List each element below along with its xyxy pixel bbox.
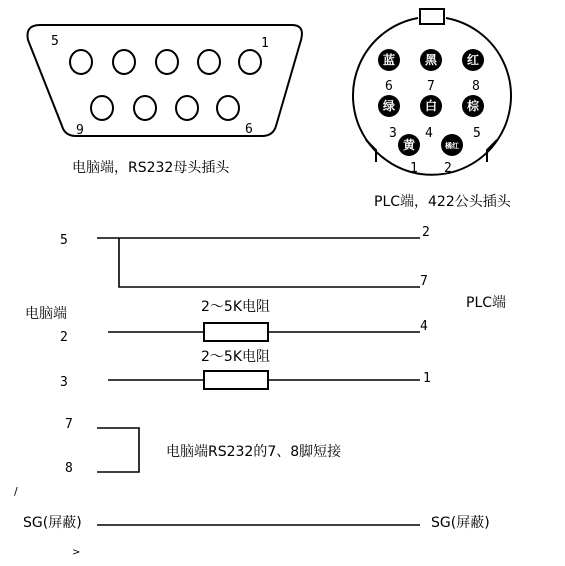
din8-num-8: 8 xyxy=(472,79,480,94)
svg-text:白: 白 xyxy=(424,99,438,113)
db9-connector xyxy=(28,25,302,176)
svg-text:黄: 黄 xyxy=(402,138,416,152)
din8-pin-black xyxy=(420,49,442,71)
din8-num-2: 2 xyxy=(444,161,452,176)
din8-num-1: 1 xyxy=(410,161,418,176)
svg-text:黑: 黑 xyxy=(424,53,438,67)
db9-pin-6-label: 6 xyxy=(245,122,253,137)
right-pin-2-label: 2 xyxy=(422,225,430,240)
din8-pin-green xyxy=(378,95,400,117)
din8-key xyxy=(420,9,444,24)
right-pin-1-label: 1 xyxy=(423,371,431,386)
db9-pin-1-label: 1 xyxy=(261,36,269,51)
svg-text:棕: 棕 xyxy=(466,99,480,113)
din8-pin-white xyxy=(420,95,442,117)
stray-mark-2: > xyxy=(72,547,81,558)
din8-num-5: 5 xyxy=(473,126,481,141)
svg-text:橘红: 橘红 xyxy=(445,142,459,150)
short-note: 电脑端RS232的7、8脚短接 xyxy=(166,444,342,460)
sg-right-label: SG(屏蔽) xyxy=(431,515,490,531)
right-pin-7-label: 7 xyxy=(420,274,428,289)
svg-text:红: 红 xyxy=(466,53,480,67)
din8-num-7: 7 xyxy=(427,79,435,94)
din8-num-6: 6 xyxy=(385,79,393,94)
right-pin-4-label: 4 xyxy=(420,319,428,334)
left-pin-8-label: 8 xyxy=(65,461,73,476)
resistor-2-label: 2～5K电阻 xyxy=(201,349,270,365)
svg-text:蓝: 蓝 xyxy=(382,53,396,67)
wiring-section xyxy=(14,225,506,558)
db9-bottom-pins xyxy=(91,96,239,120)
stray-mark-1: / xyxy=(14,485,18,498)
din8-caption: PLC端，422公头插头 xyxy=(374,194,511,210)
left-pin-5-label: 5 xyxy=(60,233,68,248)
svg-text:绿: 绿 xyxy=(382,99,396,113)
din8-num-4: 4 xyxy=(425,126,433,141)
din8-pin-red xyxy=(462,49,484,71)
db9-pin-9-label: 9 xyxy=(76,123,84,138)
short-bracket xyxy=(97,428,139,472)
din8-pin-brown xyxy=(462,95,484,117)
db9-top-pins xyxy=(70,50,261,74)
resistor-2 xyxy=(204,371,268,389)
din8-pin-yellow xyxy=(398,134,420,156)
pc-side-label: 电脑端 xyxy=(25,306,67,322)
db9-pin-5-label: 5 xyxy=(51,34,59,49)
sg-left-label: SG(屏蔽) xyxy=(23,515,82,531)
db9-caption: 电脑端，RS232母头插头 xyxy=(72,160,230,176)
left-pin-7-label: 7 xyxy=(65,417,73,432)
din8-num-3: 3 xyxy=(389,126,397,141)
din8-pin-orange xyxy=(441,134,463,156)
resistor-1-label: 2～5K电阻 xyxy=(201,299,270,315)
left-pin-2-label: 2 xyxy=(60,330,68,345)
wire-5-to-7 xyxy=(119,238,420,287)
left-pin-3-label: 3 xyxy=(60,375,68,390)
din8-connector xyxy=(353,9,512,210)
resistor-1 xyxy=(204,323,268,341)
plc-side-label: PLC端 xyxy=(466,295,507,311)
din8-pin-blue xyxy=(378,49,400,71)
